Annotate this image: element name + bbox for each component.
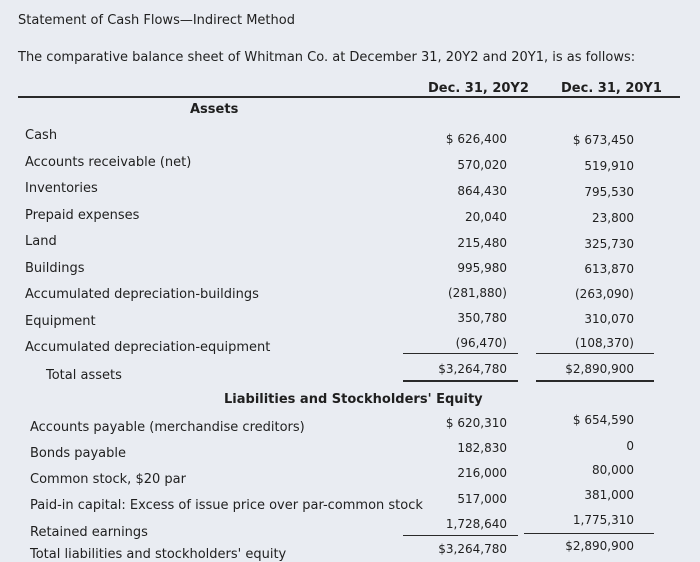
liability-row-value-20y2: 517,000 — [457, 492, 507, 506]
asset-row-value-20y2: 215,480 — [457, 236, 507, 250]
asset-row-value-20y2: 20,040 — [465, 210, 507, 224]
asset-row-value-20y2: (96,470) — [455, 336, 507, 350]
liability-row-label: Retained earnings — [30, 525, 148, 540]
liabilities-heading: Liabilities and Stockholders' Equity — [224, 392, 483, 407]
liability-row-value-20y2: 216,000 — [457, 466, 507, 480]
liability-row-label: Paid-in capital: Excess of issue price over par-common stock — [30, 498, 423, 513]
asset-row-label: Buildings — [25, 261, 85, 276]
subtotal-rule-20y1 — [536, 353, 654, 354]
subtotal-rule-20y2 — [403, 535, 518, 536]
total-assets-label: Total assets — [46, 368, 122, 383]
subtotal-rule-20y1 — [524, 533, 654, 534]
asset-row-value-20y2: 864,430 — [457, 184, 507, 198]
liability-row-value-20y2: 182,830 — [457, 441, 507, 455]
asset-row-label: Accounts receivable (net) — [25, 155, 192, 170]
asset-row-value-20y1: 613,870 — [584, 262, 634, 276]
total-liabilities-20y1: $2,890,900 — [565, 539, 634, 553]
asset-row-value-20y1: $ 673,450 — [572, 133, 634, 147]
liability-row-value-20y2: $ 620,310 — [445, 416, 507, 430]
asset-row-value-20y2: 995,980 — [457, 261, 507, 275]
liability-row-label: Bonds payable — [30, 446, 127, 461]
asset-row-value-20y1: (263,090) — [575, 287, 634, 301]
liability-row-value-20y1: 1,775,310 — [572, 513, 634, 527]
total-assets-20y2: $3,264,780 — [438, 362, 507, 376]
asset-row-label: Cash — [25, 128, 58, 143]
asset-row-label: Land — [25, 234, 57, 249]
total-liabilities-label: Total liabilities and stockholders' equity — [30, 547, 287, 562]
liability-row-value-20y1: $ 654,590 — [572, 413, 634, 427]
asset-row-value-20y2: 570,020 — [457, 158, 507, 172]
subtotal-rule-20y2 — [403, 353, 518, 354]
assets-heading: Assets — [190, 102, 239, 117]
total-double-rule-20y2 — [403, 380, 518, 382]
liability-row-label: Common stock, $20 par — [30, 472, 186, 487]
asset-row-value-20y1: 310,070 — [584, 312, 634, 326]
liability-row-value-20y2: 1,728,640 — [445, 517, 507, 531]
page-title: Statement of Cash Flows—Indirect Method — [18, 13, 295, 28]
column-header-20y2: Dec. 31, 20Y2 — [428, 81, 529, 96]
liability-row-value-20y1: 80,000 — [592, 463, 634, 477]
asset-row-label: Equipment — [25, 314, 96, 329]
asset-row-value-20y1: 23,800 — [592, 211, 634, 225]
asset-row-value-20y1: 325,730 — [584, 237, 634, 251]
header-rule — [18, 96, 680, 98]
asset-row-value-20y2: (281,880) — [448, 286, 507, 300]
asset-row-label: Accumulated depreciation-buildings — [25, 287, 259, 302]
intro-text: The comparative balance sheet of Whitman Co. at December 31, 20Y2 and 20Y1, is as follows: — [18, 50, 636, 65]
asset-row-value-20y1: (108,370) — [575, 336, 634, 350]
asset-row-value-20y2: 350,780 — [457, 311, 507, 325]
column-header-20y1: Dec. 31, 20Y1 — [561, 81, 662, 96]
total-double-rule-20y1 — [536, 380, 654, 382]
liability-row-value-20y1: 0 — [626, 439, 634, 453]
total-liabilities-20y2: $3,264,780 — [438, 542, 507, 556]
asset-row-value-20y2: $ 626,400 — [445, 132, 507, 146]
asset-row-label: Prepaid expenses — [25, 208, 140, 223]
asset-row-value-20y1: 519,910 — [584, 159, 634, 173]
asset-row-label: Inventories — [25, 181, 98, 196]
asset-row-label: Accumulated depreciation-equipment — [25, 340, 271, 355]
total-assets-20y1: $2,890,900 — [565, 362, 634, 376]
liability-row-label: Accounts payable (merchandise creditors) — [30, 420, 305, 435]
liability-row-value-20y1: 381,000 — [584, 488, 634, 502]
asset-row-value-20y1: 795,530 — [584, 185, 634, 199]
